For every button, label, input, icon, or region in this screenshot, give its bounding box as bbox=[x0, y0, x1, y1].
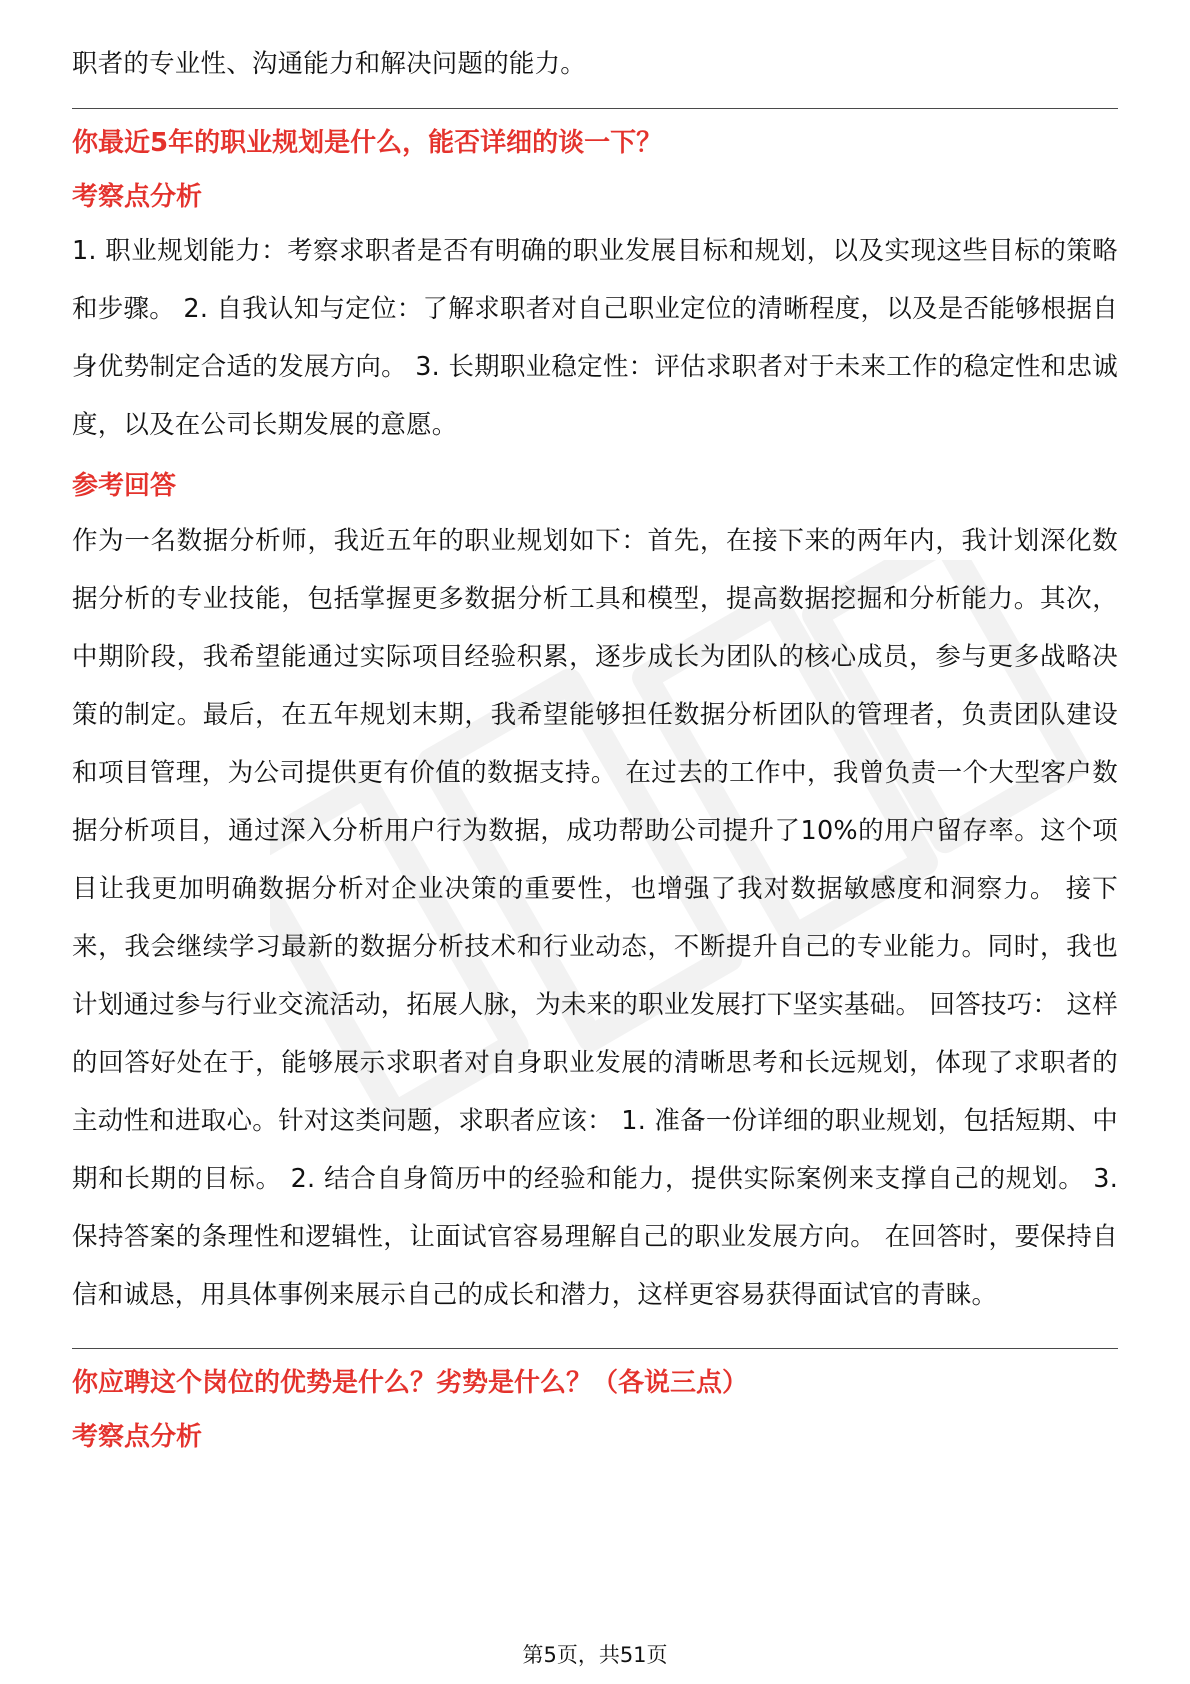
answer-heading: 参考回答 bbox=[72, 471, 177, 501]
section-divider bbox=[72, 108, 1118, 109]
analysis-heading: 考察点分析 bbox=[72, 1422, 203, 1452]
page-footer: 第5页，共51页 bbox=[522, 1643, 668, 1667]
section-divider bbox=[72, 1348, 1118, 1349]
section-strengths-weaknesses bbox=[72, 1363, 1118, 1457]
section-career-plan bbox=[72, 123, 1118, 1324]
intro-line: 职者的专业性、沟通能力和解决问题的能力。 bbox=[72, 49, 587, 79]
document-page bbox=[72, 0, 1118, 1457]
question-title: 你最近5年的职业规划是什么，能否详细的谈一下？ bbox=[72, 128, 663, 158]
analysis-heading: 考察点分析 bbox=[72, 182, 203, 212]
analysis-text: 1. 职业规划能力：考察求职者是否有明确的职业发展目标和规划，以及实现这些目标的策略和步骤。 2. 自我认知与定位：了解求职者对自己职业定位的清晰程度，以及是否能够根据自身优势制定合适的发展方向。 3. 长期职业稳定性：评估求职者对于未来工作的稳定性和忠诚度，以及在公司长期发展的意愿。 bbox=[72, 236, 1118, 440]
answer-text: 作为一名数据分析师，我近五年的职业规划如下：首先，在接下来的两年内，我计划深化数据分析的专业技能，包括掌握更多数据分析工具和模型，提高数据挖掘和分析能力。其次，中期阶段，我希望能通过实际项目经验积累，逐步成长为团队的核心成员，参与更多战略决策的制定。最后，在五年规划末期，我希望能够担任数据分析团队的管理者，负责团队建设和项目管理，为公司提供更有价值的数据支持。 在过去的工作中，我曾负责一个大型客户数据分析项目，通过深入分析用户行为数据，成功帮助公司提升了10%的用户留存率。这个项目让我更加明确数据分析对企业决策的重要性，也增强了我对数据敏感度和洞察力。 接下来，我会继续学习最新的数据分析技术和行业动态，不断提升自己的专业能力。同时，我也计划通过参与行业交流活动，拓展人脉，为未来的职业发展打下坚实基础。 回答技巧： 这样的回答好处在于，能够展示求职者对自身职业发展的清晰思考和长远规划，体现了求职者的主动性和进取心。针对这类问题，求职者应该： 1. 准备一份详细的职业规划，包括短期、中期和长期的目标。 2. 结合自身简历中的经验和能力，提供实际案例来支撑自己的规划。 3. 保持答案的条理性和逻辑性，让面试官容易理解自己的职业发展方向。 在回答时，要保持自信和诚恳，用具体事例来展示自己的成长和潜力，这样更容易获得面试官的青睐。 bbox=[72, 526, 1118, 1310]
question-title: 你应聘这个岗位的优势是什么？劣势是什么？（各说三点） bbox=[72, 1368, 749, 1398]
